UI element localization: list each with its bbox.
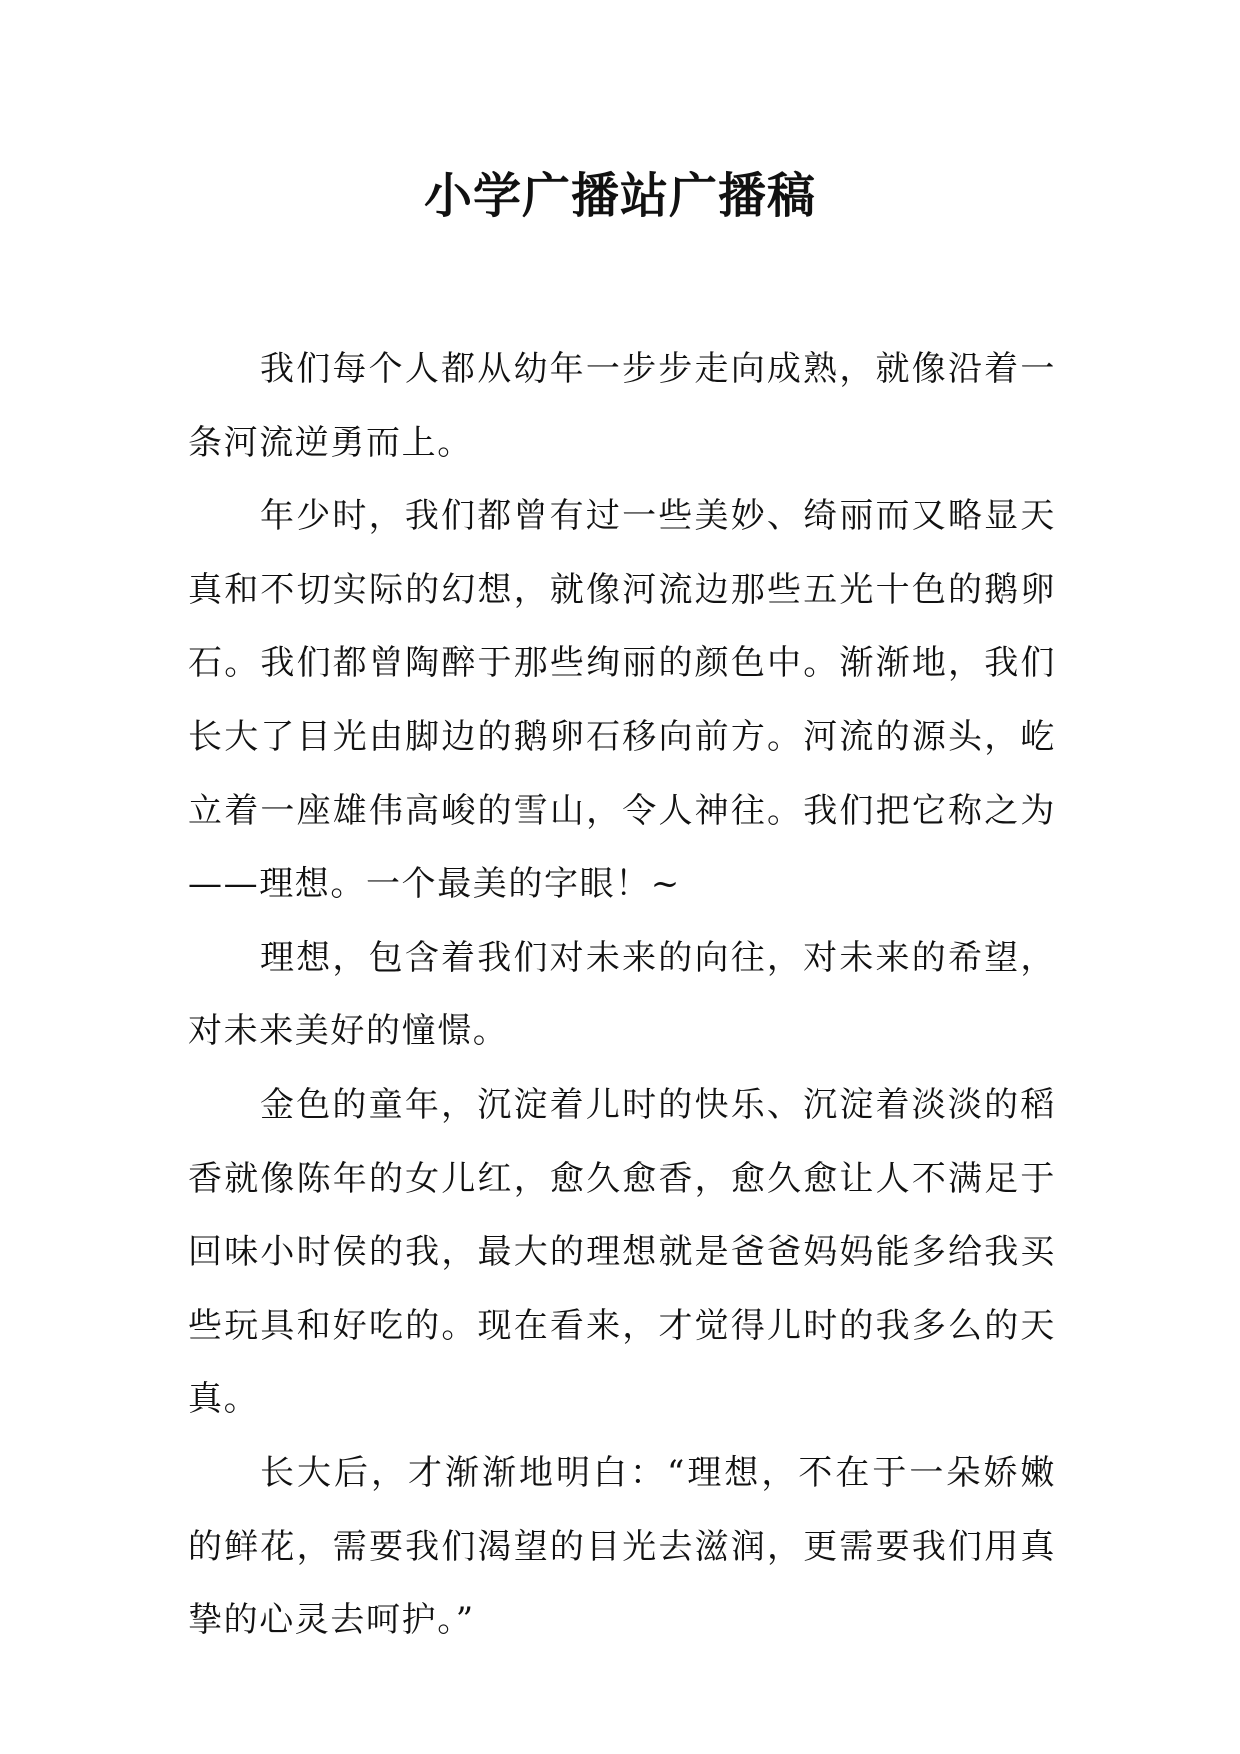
paragraph-1: 我们每个人都从幼年一步步走向成熟，就像沿着一条河流逆勇而上。 <box>188 349 1056 463</box>
paragraph-4: 金色的童年，沉淀着儿时的快乐、沉淀着淡淡的稻香就像陈年的女儿红，愈久愈香，愈久愈让人不满足于回味小时侯的我，最大的理想就是爸爸妈妈能多给我买些玩具和好吃的。现在看来，才觉得儿时的我多么的天真。 <box>188 1084 1056 1420</box>
paragraph-5: 长大后，才渐渐地明白：“理想，不在于一朵娇嫩的鲜花，需要我们渴望的目光去滋润，更需要我们用真挚的心灵去呵护。” <box>188 1452 1056 1641</box>
document-body <box>188 333 1056 1658</box>
paragraph-2: 年少时，我们都曾有过一些美妙、绮丽而又略显天真和不切实际的幻想，就像河流边那些五光十色的鹅卵石。我们都曾陶醉于那些绚丽的颜色中。渐渐地，我们长大了目光由脚边的鹅卵石移向前方。河流的源头，屹立着一座雄伟高峻的雪山，令人神往。我们把它称之为——理想。一个最美的字眼！~ <box>188 496 1056 905</box>
page-title: 小学广播站广播稿 <box>423 168 816 224</box>
paragraph-3: 理想，包含着我们对未来的向往，对未来的希望，对未来美好的憧憬。 <box>188 937 1056 1052</box>
